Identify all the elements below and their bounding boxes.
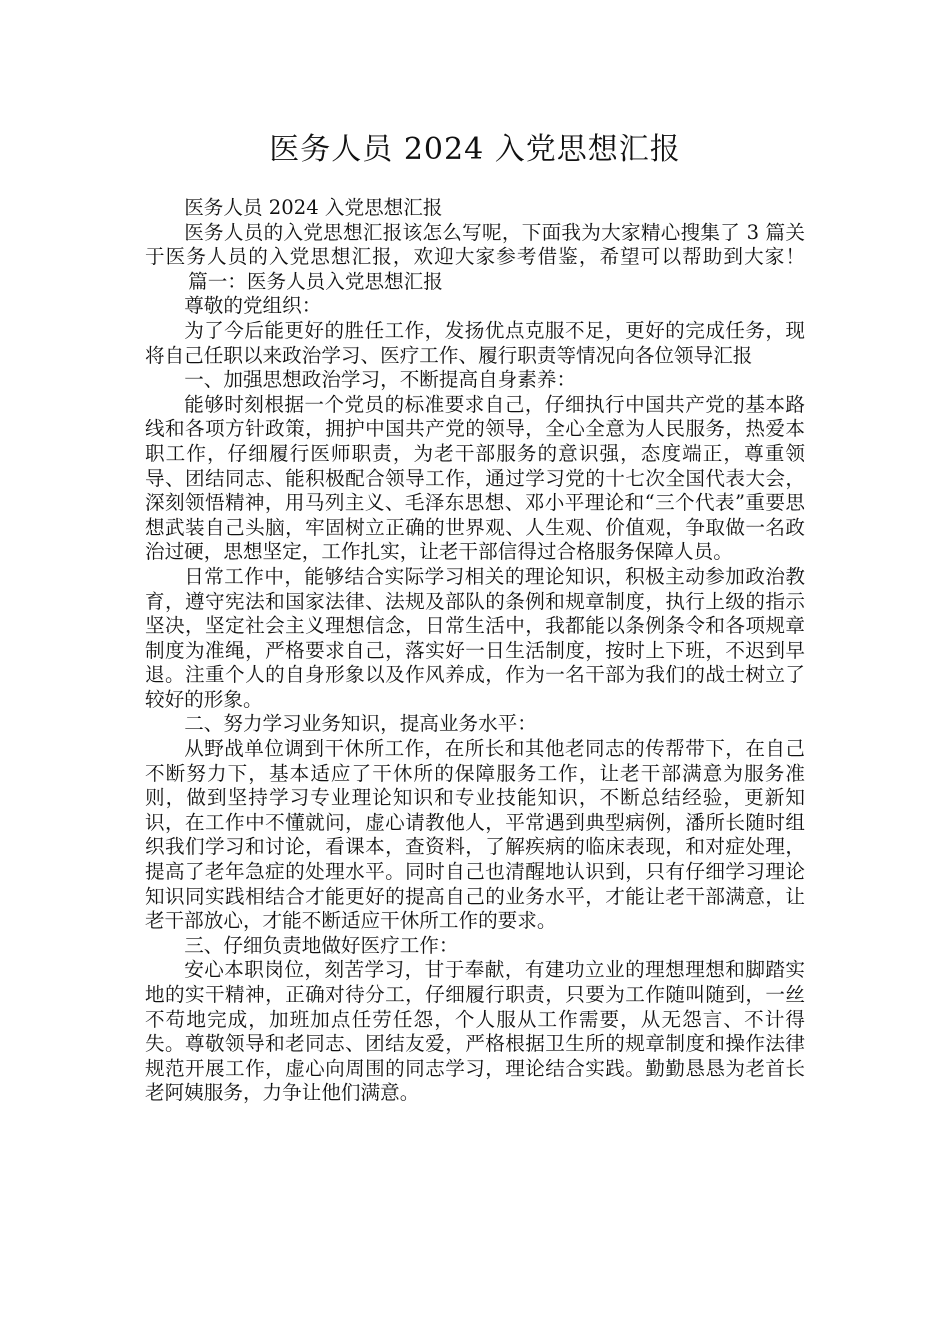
intro-text: 医务人员的入党思想汇报该怎么写呢，下面我为大家精心搜集了 3 篇关于医务人员的入党思想汇报，欢迎大家参考借鉴，希望可以帮助到大家！ — [145, 220, 805, 269]
body-paragraph: 安心本职岗位，刻苦学习，甘于奉献，有建功立业的理想理想和脚踏实地的实干精神，正确对待分工，仔细履行职责，只要为工作随叫随到，一丝不苟地完成，加班加点任劳任怨，个人服从工作需要，从无怨言、不计得失。尊敬领导和老同志、团结友爱，严格根据卫生所的规章制度和操作法律规范开展工作，虚心向周围的同志学习，理论结合实践。勤勤恳恳为老首长老阿姨服务，力争让他们满意。 — [145, 958, 805, 1105]
body-paragraph: 日常工作中，能够结合实际学习相关的理论知识，积极主动参加政治教育，遵守宪法和国家法律、法规及部队的条例和规章制度，执行上级的指示坚决，坚定社会主义理想信念，日常生活中，我都能以条例条令和各项规章制度为准绳，严格要求自己，落实好一日生活制度，按时上下班，不迟到早退。注重个人的自身形象以及作风养成，作为一名干部为我们的战士树立了较好的形象。 — [145, 564, 805, 711]
salutation: 尊敬的党组织： — [184, 294, 322, 318]
section-heading: 二、努力学习业务知识，提高业务水平： — [184, 712, 537, 736]
section-heading: 一、加强思想政治学习，不断提高自身素养： — [184, 368, 577, 392]
body-paragraph: 为了今后能更好的胜任工作，发扬优点克服不足，更好的完成任务，现将自己任职以来政治学习、医疗工作、履行职责等情况向各位领导汇报 — [145, 318, 805, 367]
section-heading-inline: 篇一：医务人员入党思想汇报 — [188, 269, 443, 293]
body-paragraph: 从野战单位调到干休所工作，在所长和其他老同志的传帮带下，在自己不断努力下，基本适应了干休所的保障服务工作，让老干部满意为服务准则，做到坚持学习专业理论知识和专业技能知识，不断总结经验，更新知识，在工作中不懂就问，虚心请教他人，平常遇到典型病例，潘所长随时组织我们学习和讨论，看课本，查资料，了解疾病的临床表现，和对症处理，提高了老年急症的处理水平。同时自己也清醒地认识到，只有仔细学习理论知识同实践相结合才能更好的提高自己的业务水平，才能让老干部满意，让老干部放心，才能不断适应干休所工作的要求。 — [145, 737, 805, 933]
intro-paragraph — [145, 221, 805, 295]
section-heading: 三、仔细负责地做好医疗工作： — [184, 933, 459, 957]
subtitle-paragraph: 医务人员 2024 入党思想汇报 — [184, 196, 443, 219]
body-paragraph: 能够时刻根据一个党员的标准要求自己，仔细执行中国共产党的基本路线和各项方针政策，拥护中国共产党的领导，全心全意为人民服务，热爱本职工作，仔细履行医师职责，为老干部服务的意识强，态度端正，尊重领导、团结同志、能积极配合领导工作，通过学习党的十七次全国代表大会，深刻领悟精神，用马列主义、毛泽东思想、邓小平理论和“三个代表”重要思想武装自己头脑，牢固树立正确的世界观、人生观、价值观，争取做一名政治过硬，思想坚定，工作扎实，让老干部信得过合格服务保障人员。 — [145, 392, 805, 564]
document-title: 医务人员 2024 入党思想汇报 — [269, 132, 681, 167]
document-body — [145, 196, 805, 1106]
